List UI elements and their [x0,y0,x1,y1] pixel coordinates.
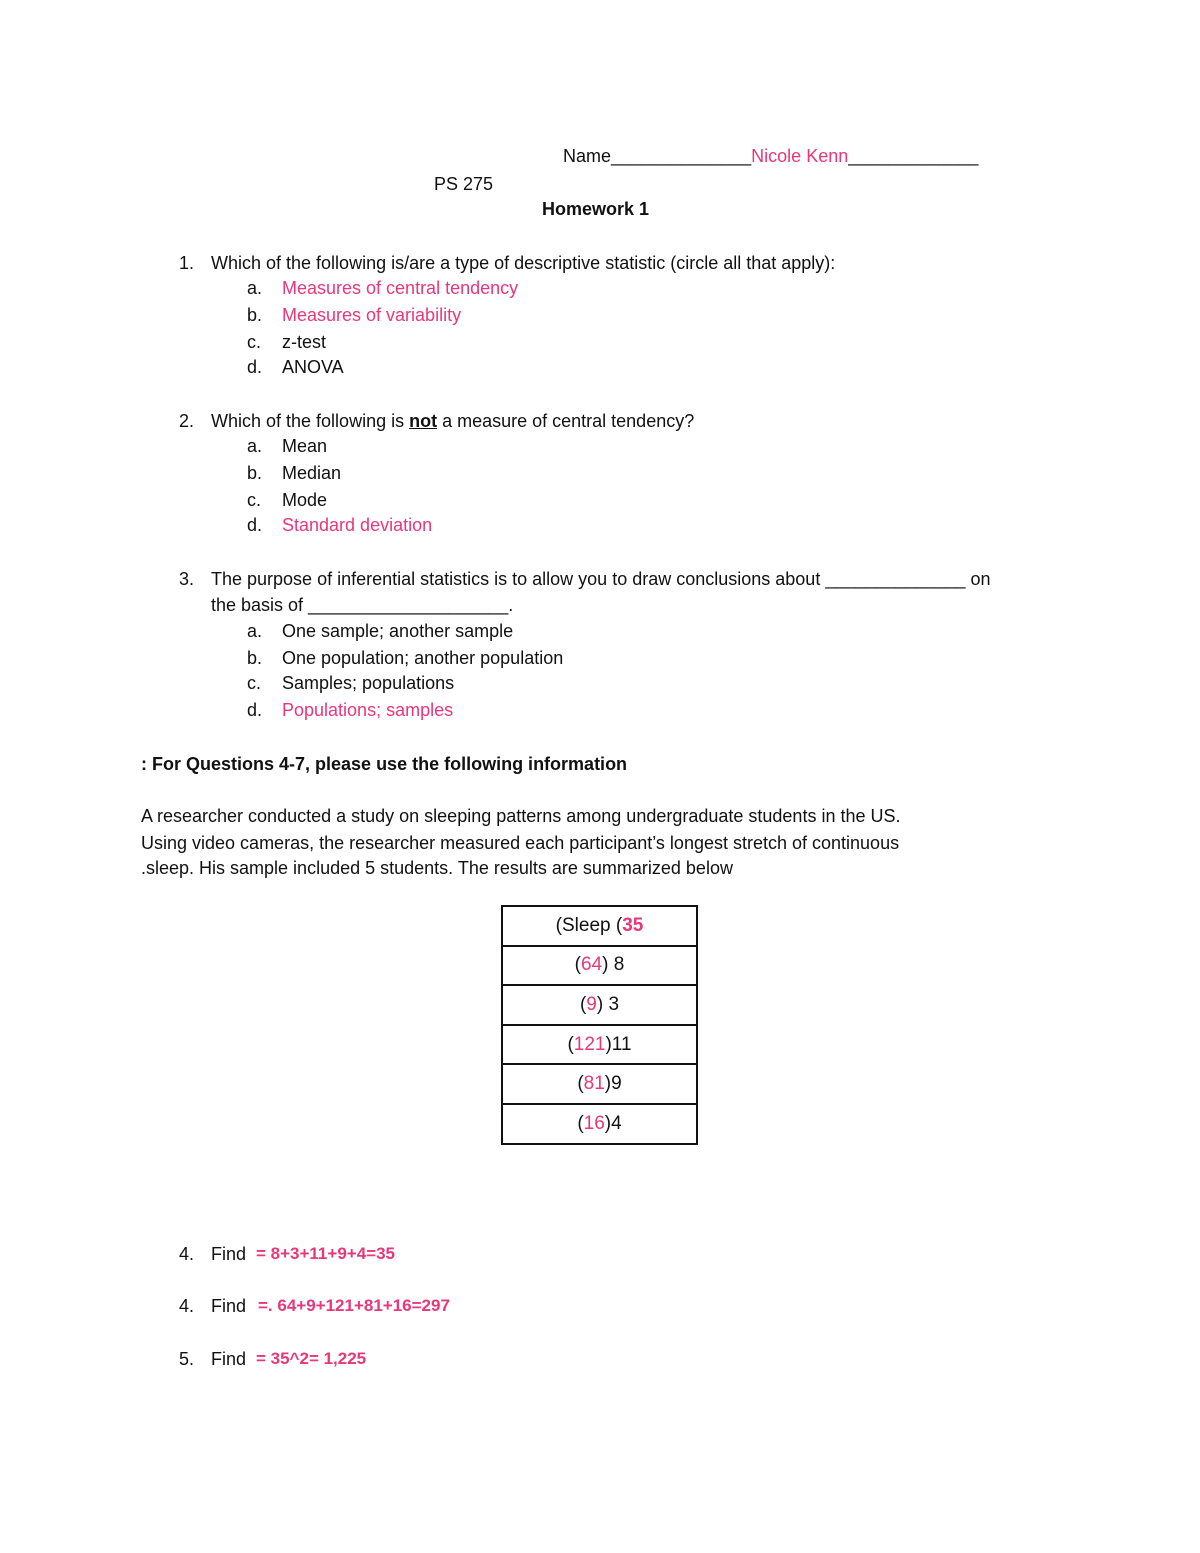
name-line [563,145,978,167]
option-letter: d. [247,515,263,535]
option-letter: d. [247,357,263,377]
paren: ( [579,993,587,1015]
find-answer: = 35^2= 1,225 [256,1349,367,1368]
option-letter: a. [247,621,263,641]
header-text: (Sleep ( [555,914,623,936]
sleep-value: )11 [605,1033,632,1055]
table-header-cell [502,906,697,946]
table-row [502,946,697,986]
option-letter: b. [247,648,263,668]
table-cell [502,1025,697,1065]
question-number: 3. [178,569,194,589]
option-text: Median [282,463,342,483]
option-text: Mode [282,490,328,510]
name-blank-right: _____________ [848,146,979,166]
page-title: Homework 1 [542,199,650,219]
name-label: Name [563,146,612,166]
table-row [502,985,697,1025]
header-value: 35 [622,914,644,936]
table-cell [502,946,697,986]
find-answer: =. 64+9+121+81+16=297 [258,1296,450,1315]
option-text: Samples; populations [282,673,455,693]
paren: ( [577,1112,584,1134]
question-number: 2. [178,411,194,431]
find-number: 4. [178,1244,194,1264]
question-text: Which of the following is/are a type of descriptive statistic (circle all that apply): [211,253,836,273]
sleep-value: )4 [604,1112,622,1134]
option-letter: c. [247,332,262,352]
info-paragraph-line-1: A researcher conducted a study on sleeping patterns among undergraduate students in the US. [141,806,901,826]
squared-value: 9 [586,993,597,1015]
find-answer: = 8+3+11+9+4=35 [256,1244,395,1263]
table-cell [502,985,697,1025]
option-text: z-test [282,332,327,352]
question-text-before: Which of the following is [211,411,410,431]
option-letter: c. [247,673,262,693]
option-letter: b. [247,305,263,325]
paren: ( [577,1073,584,1095]
course-code: PS 275 [434,174,494,194]
option-letter: a. [247,436,263,456]
option-letter: c. [247,490,262,510]
question-text [211,410,694,432]
sleep-value: ) 8 [602,954,625,976]
paren: ( [567,1033,574,1055]
option-text: ANOVA [282,357,344,377]
find-number: 5. [178,1349,194,1369]
option-text: Standard deviation [282,515,433,535]
sleep-value: )9 [604,1073,622,1095]
squared-value: 16 [583,1112,605,1134]
squared-value: 81 [583,1073,605,1095]
squared-value: 121 [573,1033,606,1055]
option-text: One population; another population [282,648,564,668]
sleep-value: ) 3 [596,993,620,1015]
table-row [502,1025,697,1065]
question-text-line-2: the basis of ____________________. [211,595,514,615]
question-text-line-1: The purpose of inferential statistics is to allow you to draw conclusions about ______________ on [211,569,991,589]
table-row [502,1104,697,1144]
option-text: Populations; samples [282,700,454,720]
find-label: Find [211,1244,247,1264]
info-heading: : For Questions 4-7, please use the following information [141,754,628,774]
option-text: Measures of variability [282,305,462,325]
emphasis-not: not [409,411,438,431]
option-text: Mean [282,436,328,456]
find-number: 4. [178,1296,194,1316]
question-number: 1. [178,253,194,273]
option-text: One sample; another sample [282,621,514,641]
table-row [502,1064,697,1104]
option-text: Measures of central tendency [282,278,519,298]
table-cell [502,1064,697,1104]
option-letter: a. [247,278,263,298]
info-paragraph-line-2: Using video cameras, the researcher measured each participant’s longest stretch of continuous [141,833,900,853]
info-paragraph-line-3: .sleep. His sample included 5 students. The results are summarized below [141,858,733,878]
sleep-table [501,905,698,1145]
paren: ( [574,954,581,976]
student-name: Nicole Kenn [751,146,849,166]
name-blank-left: ______________ [611,146,752,166]
find-label: Find [211,1296,247,1316]
option-letter: d. [247,700,263,720]
question-text-after: a measure of central tendency? [437,411,695,431]
option-letter: b. [247,463,263,483]
table-cell [502,1104,697,1144]
squared-value: 64 [581,954,603,976]
table-header-row [502,906,697,946]
find-label: Find [211,1349,247,1369]
